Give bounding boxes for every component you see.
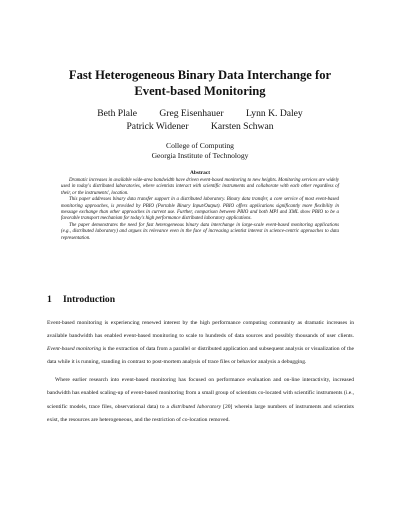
affiliation xyxy=(80,141,320,161)
affiliation-institution: Georgia Institute of Technology xyxy=(151,151,249,160)
author-row-1 xyxy=(60,107,340,120)
abstract-paragraph: Dramatic increases in available wide-area bandwidth have driven event-based monitoring to new heights. Monitoring services are widely used in today's distributed laboratories, where scientists interact with scientific instruments and collaborate with each other regardless of their, or the instruments', location. xyxy=(61,178,339,196)
author-name: Beth Plale xyxy=(97,108,137,119)
section-title: Introduction xyxy=(63,294,116,305)
affiliation-dept: College of Computing xyxy=(166,141,234,150)
body-text xyxy=(47,317,354,427)
body-text-run: Event-based monitoring is experiencing renewed interest by the high performance computing community as dramatic increases in available bandwidth has enabled event-based monitoring to scale to hundreds of data sources and possibly thousands of user clients. xyxy=(47,320,354,340)
body-paragraph xyxy=(47,374,354,426)
title-line-1: Fast Heterogeneous Binary Data Interchange for xyxy=(68,68,332,82)
author-name: Lynn K. Daley xyxy=(245,108,303,119)
body-text-run: [20] wherein large numbers of instruments and scientists exist, the resources are heterogeneous, and the restriction of co-location removed. xyxy=(47,403,354,423)
abstract-heading: Abstract xyxy=(189,170,211,176)
emphasis-term: distributed laboratory xyxy=(170,403,222,410)
section-number: 1 xyxy=(47,294,52,305)
paper-title xyxy=(40,67,360,99)
body-paragraph xyxy=(47,317,354,369)
author-list xyxy=(60,107,340,133)
section-heading xyxy=(47,294,115,305)
title-line-2: Event-based Monitoring xyxy=(134,84,266,98)
body-text-run: is the extraction of data from a parallel or distributed application and subsequent analysis or visualization of the data while it is running, standing in contrast to post-mortem analysis of trace files or behavior analysis a debugging. xyxy=(47,346,354,366)
abstract-body xyxy=(61,178,339,242)
abstract-paragraph: The paper demonstrates the need for fast heterogeneous binary data interchange in large-scale event-based monitoring applications (e.g., distributed laboratory) and argues its relevance even in the face of increasing scientist interest in science-centric approaches to data representation. xyxy=(61,222,339,241)
author-name: Patrick Widener xyxy=(126,121,189,132)
author-row-2 xyxy=(60,120,340,133)
body-text-run: Where earlier research into event-based monitoring has focused on performance evaluation and on-line interactivity, increased bandwidth has enabled scaling-up of event-based monitoring from a small group of scientists co-located with scientific instruments (i.e., scientific models, trace files, observational data) to a xyxy=(47,377,354,410)
author-name: Greg Eisenhauer xyxy=(159,108,224,119)
abstract-paragraph: This paper addresses binary data transfer support in a distributed laboratory. Binary data transfer, a core service of most event-based monitoring approaches, is provided by PBIO (Portable Binary Input/Output). PBIO offers applications significantly more flexibility in message exchange than other approaches in current use. Further, comparison between PBIO and both MPI and XML show PBIO to be a favorable transport mechanism for today's high performance distributed laboratory applications. xyxy=(61,197,339,222)
author-name: Karsten Schwan xyxy=(210,121,274,132)
emphasis-term: Event-based monitoring xyxy=(47,346,101,353)
